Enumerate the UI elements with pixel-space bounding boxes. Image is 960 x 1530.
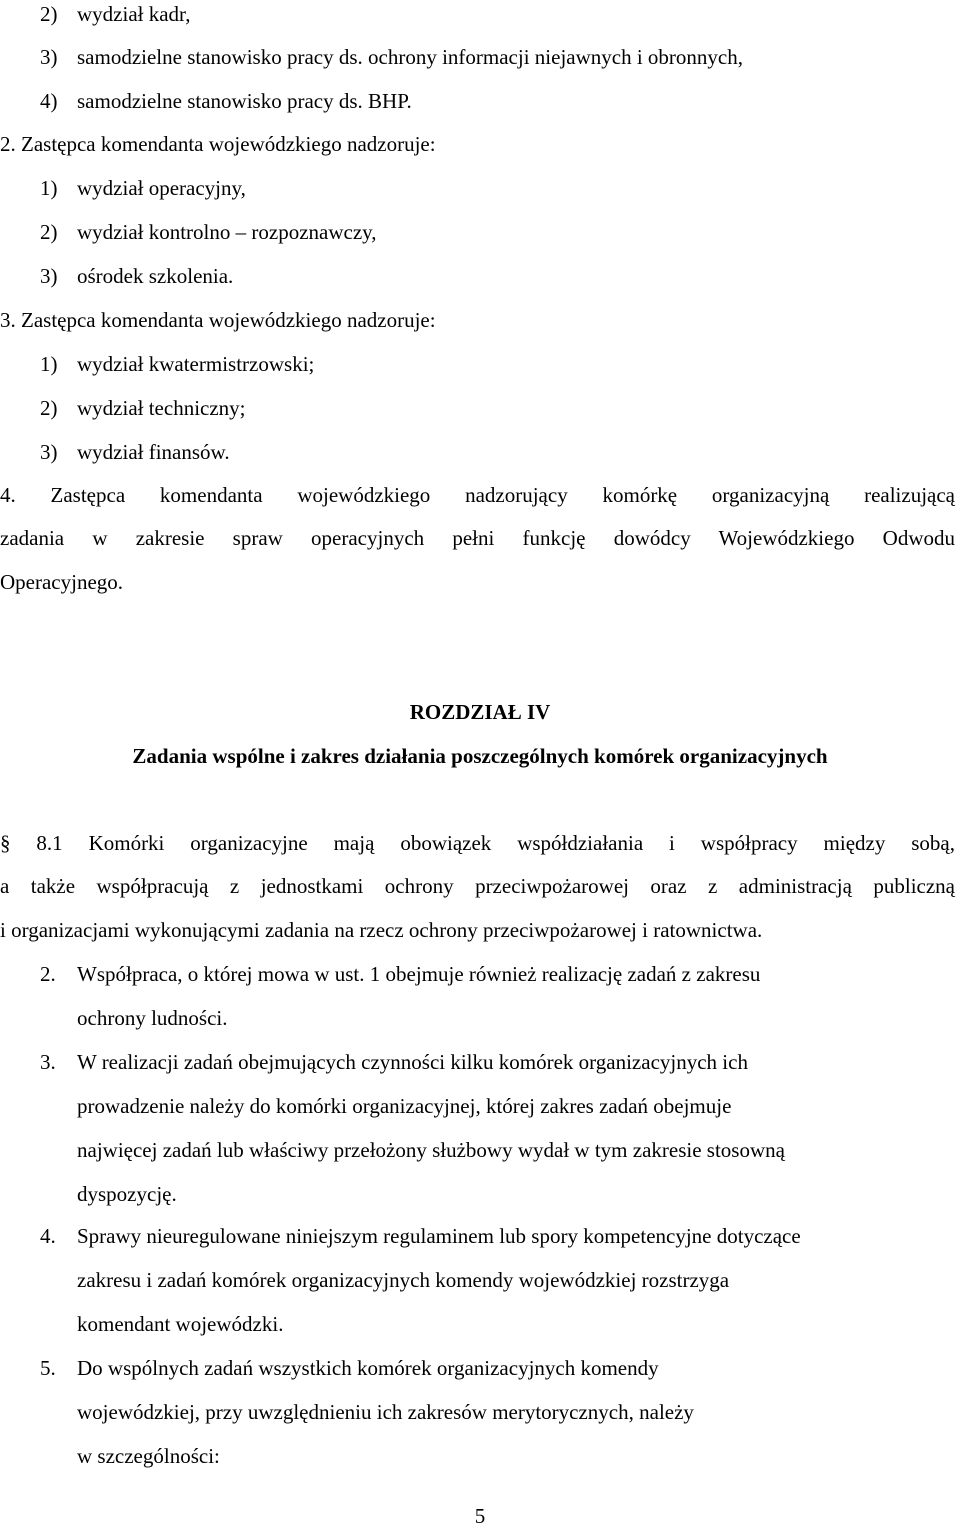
item-number: 4): [40, 89, 58, 113]
item-text: wydział techniczny;: [77, 396, 246, 420]
item-text: ochrony ludności.: [77, 1006, 228, 1030]
item-text: wydział kadr,: [77, 2, 191, 26]
paragraph-line: a także współpracują z jednostkami ochrony przeciwpożarowej oraz z administracją publiczną: [0, 874, 955, 898]
item-number: 1): [40, 176, 58, 200]
item-number: 3.: [40, 1050, 56, 1074]
paragraph-line: zadania w zakresie spraw operacyjnych pełni funkcję dowódcy Wojewódzkiego Odwodu: [0, 526, 955, 550]
item-text: wojewódzkiej, przy uwzględnieniu ich zakresów merytorycznych, należy: [77, 1400, 694, 1424]
item-number: 2): [40, 396, 58, 420]
item-text: Sprawy nieuregulowane niniejszym regulaminem lub spory kompetencyjne dotyczące: [77, 1224, 801, 1248]
paragraph-heading: 2. Zastępca komendanta wojewódzkiego nadzoruje:: [0, 132, 436, 156]
item-text: wydział operacyjny,: [77, 176, 246, 200]
item-number: 2): [40, 220, 58, 244]
item-text: Do wspólnych zadań wszystkich komórek organizacyjnych komendy: [77, 1356, 659, 1380]
item-text: najwięcej zadań lub właściwy przełożony służbowy wydał w tym zakresie stosowną: [77, 1138, 785, 1162]
item-text: W realizacji zadań obejmujących czynności kilku komórek organizacyjnych ich: [77, 1050, 748, 1074]
page-number: 5: [474, 1504, 486, 1528]
item-text: Współpraca, o której mowa w ust. 1 obejmuje również realizację zadań z zakresu: [77, 962, 761, 986]
item-number: 2): [40, 2, 58, 26]
paragraph-line: 4. Zastępca komendanta wojewódzkiego nadzorujący komórkę organizacyjną realizującą: [0, 483, 955, 507]
paragraph-line: Operacyjnego.: [0, 570, 124, 594]
item-text: dyspozycję.: [77, 1182, 177, 1206]
item-number: 3): [40, 45, 58, 69]
item-text: wydział finansów.: [77, 440, 230, 464]
item-text: komendant wojewódzki.: [77, 1312, 284, 1336]
item-text: ośrodek szkolenia.: [77, 264, 234, 288]
item-text: wydział kwatermistrzowski;: [77, 352, 315, 376]
item-text: samodzielne stanowisko pracy ds. BHP.: [77, 89, 412, 113]
paragraph-line: § 8.1 Komórki organizacyjne mają obowiązek współdziałania i współpracy między sobą,: [0, 831, 955, 855]
chapter-title: ROZDZIAŁ IV: [409, 700, 551, 724]
item-number: 3): [40, 440, 58, 464]
item-text: samodzielne stanowisko pracy ds. ochrony informacji niejawnych i obronnych,: [77, 45, 743, 69]
chapter-subtitle: Zadania wspólne i zakres działania poszczególnych komórek organizacyjnych: [132, 744, 828, 768]
item-number: 2.: [40, 962, 56, 986]
item-number: 3): [40, 264, 58, 288]
item-number: 5.: [40, 1356, 56, 1380]
item-text: prowadzenie należy do komórki organizacyjnej, której zakres zadań obejmuje: [77, 1094, 732, 1118]
paragraph-line: i organizacjami wykonującymi zadania na rzecz ochrony przeciwpożarowej i ratownictwa.: [0, 918, 763, 942]
item-number: 1): [40, 352, 58, 376]
item-text: wydział kontrolno – rozpoznawczy,: [77, 220, 377, 244]
item-text: zakresu i zadań komórek organizacyjnych komendy wojewódzkiej rozstrzyga: [77, 1268, 730, 1292]
item-text: w szczególności:: [77, 1444, 220, 1468]
paragraph-heading: 3. Zastępca komendanta wojewódzkiego nadzoruje:: [0, 308, 436, 332]
item-number: 4.: [40, 1224, 56, 1248]
